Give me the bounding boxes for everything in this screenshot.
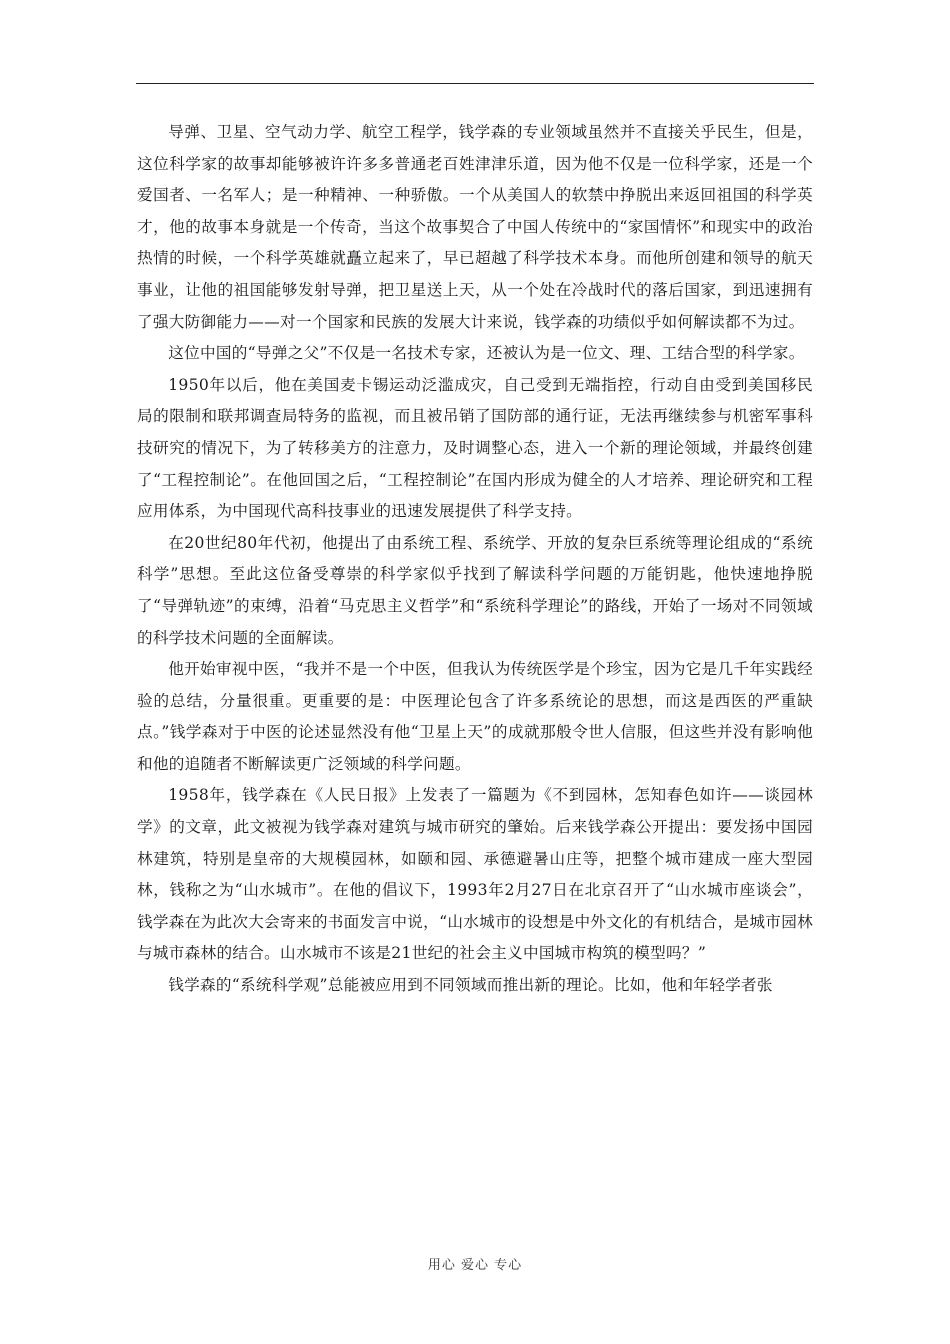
- paragraph: 这位中国的“导弹之父”不仅是一名技术专家，还被认为是一位文、理、工结合型的科学家。: [168, 344, 805, 363]
- paragraph: 钱学森的“系统科学观”总能被应用到不同领域而推出新的理论。比如，他和年轻学者张: [168, 976, 773, 995]
- paragraph: 他开始审视中医，“我并不是一个中医，但我认为传统医学是个珍宝，因为它是几千年实践经验的总结，分量很重。更重要的是：中医理论包含了许多系统论的思想，而这是西医的严重缺点。”钱学森对于中医的论述显然没有他“卫星上天”的成就那般令世人信服，但这些并没有影响他和他的追随者不断解读更广泛领域的科学问题。: [137, 660, 813, 773]
- paragraph: 导弹、卫星、空气动力学、航空工程学，钱学森的专业领域虽然并不直接关乎民生，但是，这位科学家的故事却能够被许许多多普通老百姓津津乐道，因为他不仅是一位科学家，还是一个爱国者、一名军人；是一种精神、一种骄傲。一个从美国人的软禁中挣脱出来返回祖国的科学英才，他的故事本身就是一个传奇，当这个故事契合了中国人传统中的“家国情怀”和现实中的政治热情的时候，一个科学英雄就矗立起来了，早已超越了科学技术本身。而他所创建和领导的航天事业，让他的祖国能够发射导弹，把卫星送上天，从一个处在冷战时代的落后国家，到迅速拥有了强大防御能力——对一个国家和民族的发展大计来说，钱学森的功绩似乎如何解读都不为过。: [137, 123, 813, 331]
- paragraph: 1950年以后，他在美国麦卡锡运动泛滥成灾，自己受到无端指控，行动自由受到美国移民局的限制和联邦调查局特务的监视，而且被吊销了国防部的通行证，无法再继续参与机密军事科技研究的情况下，为了转移美方的注意力，及时调整心态，进入一个新的理论领域，并最终创建了“工程控制论”。在他回国之后，“工程控制论”在国内形成为健全的人才培养、理论研究和工程应用体系，为中国现代高科技事业的迅速发展提供了科学支持。: [137, 375, 813, 521]
- paragraph: 1958年，钱学森在《人民日报》上发表了一篇题为《不到园林，怎知春色如许——谈园林学》的文章，此文被视为钱学森对建筑与城市研究的肇始。后来钱学森公开提出：要发扬中国园林建筑，特别是皇帝的大规模园林，如颐和园、承德避暑山庄等，把整个城市建成一座大型园林，钱称之为“山水城市”。在他的倡议下，1993年2月27日在北京召开了“山水城市座谈会”，钱学森在为此次大会寄来的书面发言中说，“山水城市的设想是中外文化的有机结合，是城市园林与城市森林的结合。山水城市不该是21世纪的社会主义中国城市构筑的模型吗？”: [137, 786, 813, 963]
- header-rule: [136, 83, 814, 84]
- page-footer: 用心 爱心 专心: [427, 1258, 523, 1273]
- paragraph: 在20世纪80年代初，他提出了由系统工程、系统学、开放的复杂巨系统等理论组成的“系统科学”思想。至此这位备受尊崇的科学家似乎找到了解读科学问题的万能钥匙，他快速地挣脱了“导弹轨迹”的束缚，沿着“马克思主义哲学”和“系统科学理论”的路线，开始了一场对不同领域的科学技术问题的全面解读。: [137, 533, 813, 647]
- article-body: [137, 117, 813, 1002]
